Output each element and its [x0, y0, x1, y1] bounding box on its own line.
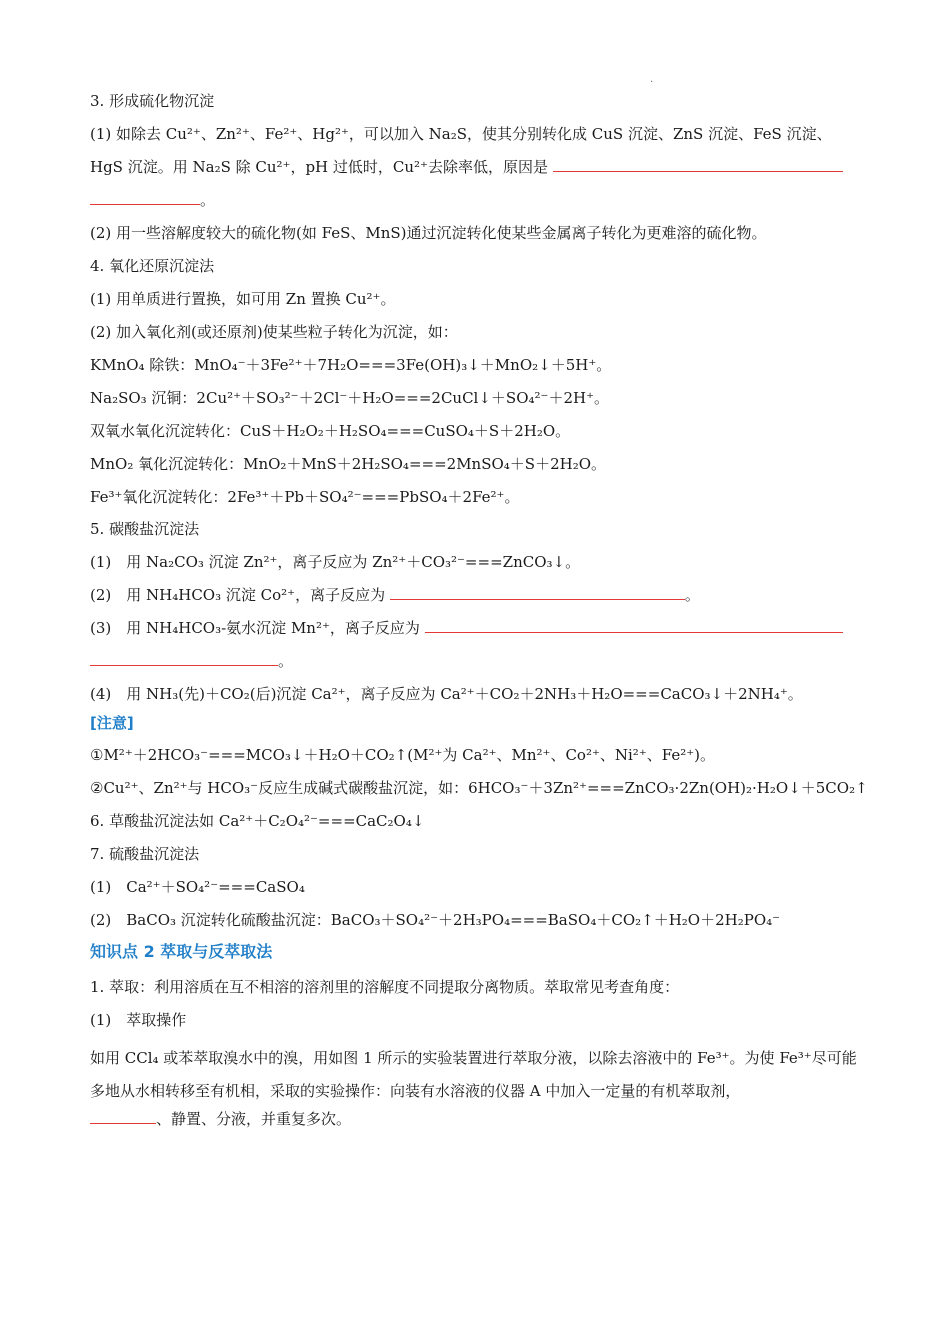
paragraph-line: (1) 如除去 Cu²⁺、Zn²⁺、Fe²⁺、Hg²⁺，可以加入 Na₂S，使其分别转化成 CuS 沉淀、ZnS 沉淀、FeS 沉淀、	[90, 125, 832, 143]
paragraph-line: (3) 用 NH₄HCO₃-氨水沉淀 Mn²⁺，离子反应为	[90, 617, 865, 639]
paragraph-line: (1) 萃取操作	[90, 1011, 187, 1029]
paragraph-block: 如用 CCl₄ 或苯萃取溴水中的溴，用如图 1 所示的实验装置进行萃取分液，以除去溶液中的 Fe³⁺。为使 Fe³⁺尽可能多地从水相转移至有机相，采取的实验操作：向装有水溶液的仪器 A 中加入一定量的有机萃取剂，	[90, 1049, 857, 1100]
section-6-title: 6. 草酸盐沉淀法如 Ca²⁺＋C₂O₄²⁻===CaC₂O₄↓	[90, 812, 425, 830]
paragraph-line: 。	[90, 650, 865, 672]
note-line: ①M²⁺＋2HCO₃⁻===MCO₃↓＋H₂O＋CO₂↑(M²⁺为 Ca²⁺、Mn²⁺、Co²⁺、Ni²⁺、Fe²⁺)。	[90, 746, 715, 764]
header-dot: .	[650, 74, 654, 85]
paragraph-line: (1) 用单质进行置换，如可用 Zn 置换 Cu²⁺。	[90, 290, 396, 308]
paragraph-line: (2) 加入氧化剂(或还原剂)使某些粒子转化为沉淀，如：	[90, 323, 458, 341]
paragraph-line: (1) 用 Na₂CO₃ 沉淀 Zn²⁺，离子反应为 Zn²⁺＋CO₃²⁻===ZnCO₃↓。	[90, 553, 581, 571]
equation-line: (1) Ca²⁺＋SO₄²⁻===CaSO₄	[90, 878, 305, 896]
answer-blank[interactable]	[90, 1109, 156, 1124]
note-label: [注意]	[90, 714, 134, 732]
answer-blank[interactable]	[90, 651, 278, 666]
equation-line: MnO₂ 氧化沉淀转化：MnO₂＋MnS＋2H₂SO₄===2MnSO₄＋S＋2H₂O。	[90, 455, 607, 473]
section-7-title: 7. 硫酸盐沉淀法	[90, 845, 200, 863]
equation-line: Na₂SO₃ 沉铜：2Cu²⁺＋SO₃²⁻＋2Cl⁻＋H₂O===2CuCl↓＋SO₄²⁻＋2H⁺。	[90, 389, 609, 407]
paragraph-line: 、静置、分液，并重复多次。	[90, 1108, 865, 1130]
section-5-title: 5. 碳酸盐沉淀法	[90, 520, 200, 538]
answer-blank[interactable]	[425, 618, 843, 633]
paragraph-line: 1. 萃取：利用溶质在互不相溶的溶剂里的溶解度不同提取分离物质。萃取常见考查角度：	[90, 978, 680, 996]
note-line: ②Cu²⁺、Zn²⁺与 HCO₃⁻反应生成碱式碳酸盐沉淀，如：6HCO₃⁻＋3Zn²⁺===ZnCO₃·2Zn(OH)₂·H₂O↓＋5CO₂↑	[90, 779, 868, 797]
knowledge-point-2-heading: 知识点 2 萃取与反萃取法	[90, 942, 273, 961]
answer-blank[interactable]	[90, 190, 200, 205]
paragraph-line: HgS 沉淀。用 Na₂S 除 Cu²⁺，pH 过低时，Cu²⁺去除率低，原因是	[90, 156, 865, 178]
answer-blank[interactable]	[553, 157, 843, 172]
section-3-title: 3. 形成硫化物沉淀	[90, 92, 215, 110]
equation-line: (2) BaCO₃ 沉淀转化硫酸盐沉淀：BaCO₃＋SO₄²⁻＋2H₃PO₄===BaSO₄＋CO₂↑＋H₂O＋2H₂PO₄⁻	[90, 911, 781, 929]
equation-line: 双氧水氧化沉淀转化：CuS＋H₂O₂＋H₂SO₄===CuSO₄＋S＋2H₂O。	[90, 422, 571, 440]
equation-line: Fe³⁺氧化沉淀转化：2Fe³⁺＋Pb＋SO₄²⁻===PbSO₄＋2Fe²⁺。	[90, 488, 520, 506]
paragraph-line: (2) 用一些溶解度较大的硫化物(如 FeS、MnS)通过沉淀转化使某些金属离子转化为更难溶的硫化物。	[90, 224, 767, 242]
paragraph-line: (4) 用 NH₃(先)＋CO₂(后)沉淀 Ca²⁺，离子反应为 Ca²⁺＋CO₂＋2NH₃＋H₂O===CaCO₃↓＋2NH₄⁺。	[90, 685, 803, 703]
section-4-title: 4. 氧化还原沉淀法	[90, 257, 215, 275]
answer-blank[interactable]	[390, 585, 685, 600]
paragraph-line: (2) 用 NH₄HCO₃ 沉淀 Co²⁺，离子反应为 。	[90, 586, 700, 604]
paragraph-line: 。	[90, 189, 865, 211]
equation-line: KMnO₄ 除铁：MnO₄⁻＋3Fe²⁺＋7H₂O===3Fe(OH)₃↓＋MnO₂↓＋5H⁺。	[90, 356, 612, 374]
